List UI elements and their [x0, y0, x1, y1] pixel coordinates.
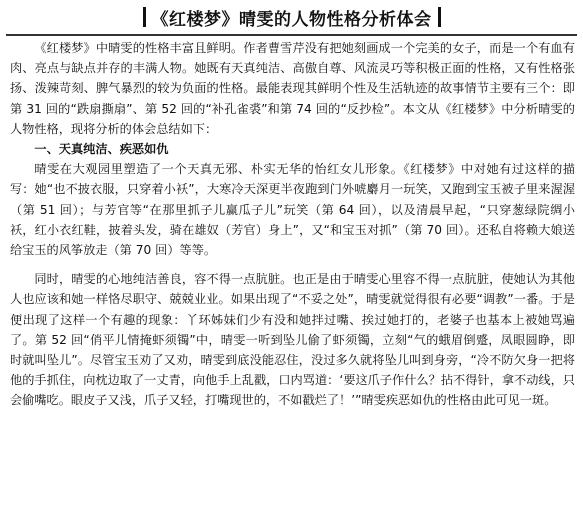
page-title: 《红楼梦》晴雯的人物性格分析体会 [151, 9, 432, 30]
body-paragraph-1: 晴雯在大观园里塑造了一个天真无邪、朴实无华的怡红女儿形象。《红楼梦》中对她有过这样的描写：她“也不披衣服，只穿着小袄”，大寒冷天深更半夜跑到门外唬麝月一玩笑，又跑到宝玉被子里来渥渥（第 51 回）；与芳官等“在那里抓子儿赢瓜子儿”玩笑（第 64 回），以及清晨早起，“只穿葱绿院绸小袄，红小衣红鞋，披着头发，骑在雄奴（芳官）身上”，又“和宝玉对抓”（第 70 回）。还私自将赖大娘送给宝玉的风筝放走（第 70 回）等等。 [10, 162, 575, 258]
title-left-bar [143, 7, 146, 27]
title-right-bar [438, 7, 441, 27]
paragraph-gap [10, 260, 575, 269]
page-title-container [143, 5, 441, 30]
title-bar [6, 0, 577, 36]
body-paragraph-2: 同时，晴雯的心地纯洁善良，容不得一点肮脏。也正是由于晴雯心里容不得一点肮脏，使她认为其他人也应该和她一样恪尽职守、兢兢业业。如果出现了“不妥之处”，晴雯就觉得很有必要“调教”一番。于是便出现了这样一个有趣的现象：丫环姊妹们少有没和她拌过嘴、挨过她打的，老婆子也基本上被她骂遍了。第 52 回“俏平儿情掩虾须镯”中，晴雯一听到坠儿偷了虾须镯，立刻“气的蛾眉倒蹙，凤眼圆睁，即时就叫坠儿”。尽管宝玉劝了又劝，晴雯到底没能忍住，没过多久就将坠儿叫到身旁，“冷不防欠身一把将他的手抓住，向枕边取了一丈青，向他手上乱戳，口内骂道：‘要这爪子作什么？拈不得针，拿不动线，只会偷嘴吃。眼皮子又浅，爪子又轻，打嘴现世的，不如戳烂了！’”晴雯疾恶如仇的性格由此可见一斑。 [10, 272, 575, 408]
intro-paragraph: 《红楼梦》中晴雯的性格丰富且鲜明。作者曹雪芹没有把她刻画成一个完美的女子，而是一个有血有肉、亮点与缺点并存的丰满人物。她既有天真纯洁、高傲自尊、风流灵巧等积极正面的性格，又有性格张扬、泼辣苛刻、脾气暴烈的较为负面的性格。最能表现其鲜明个性及生活轨迹的故事情节主要有三个：即第 31 回的“跌扇撕扇”、第 52 回的“补孔雀裘”和第 74 回的“反抄检”。本文从《红楼梦》中分析晴雯的人物性格，现将分析的体会总结如下： [10, 41, 575, 136]
article-body [10, 38, 575, 411]
section-heading: 一、天真纯洁、疾恶如仇 [34, 142, 169, 157]
